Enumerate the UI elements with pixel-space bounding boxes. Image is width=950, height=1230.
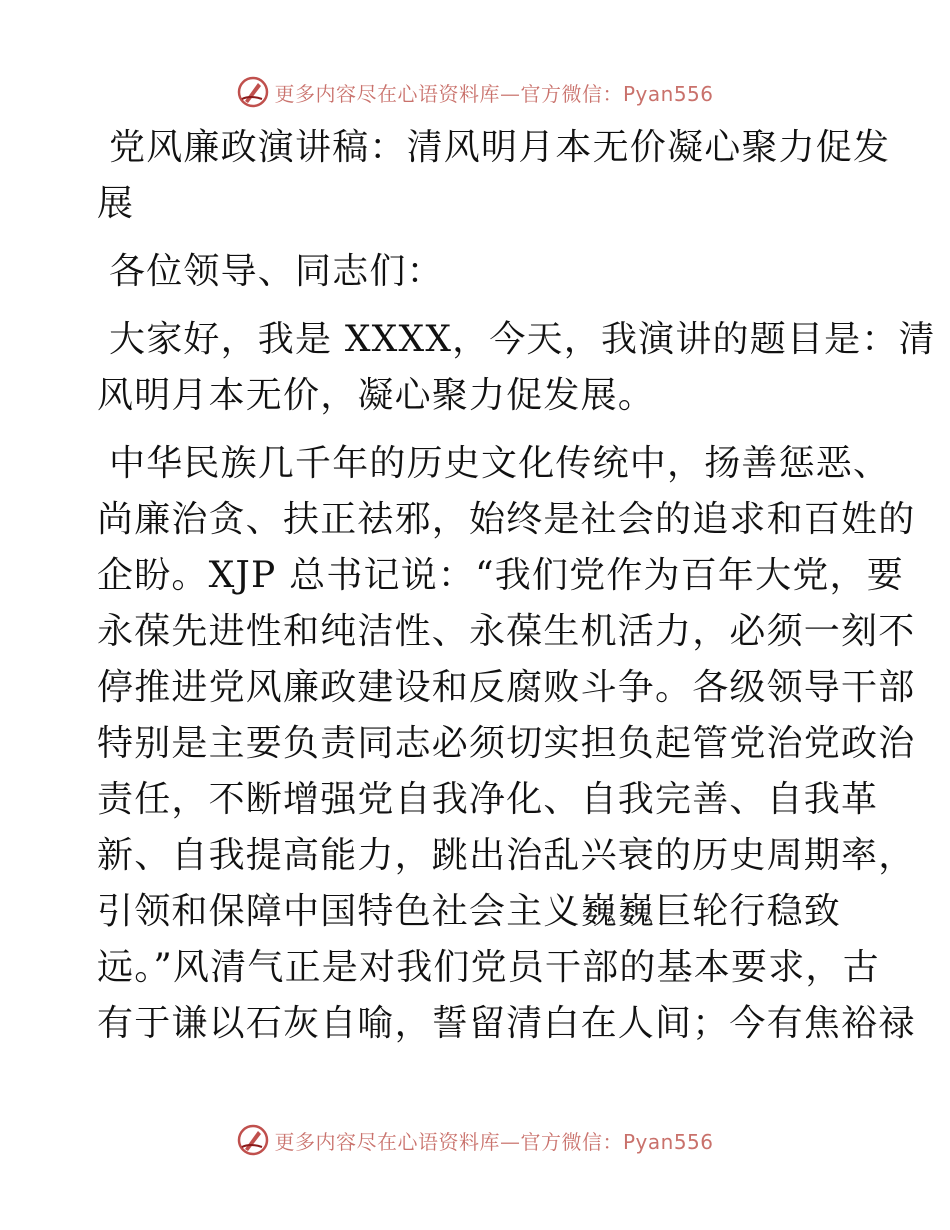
title-line-1: 党风廉政演讲稿：清风明月本无价凝心聚力促发 bbox=[109, 127, 891, 168]
paragraph-line: 有于谦以石灰自喻，誓留清白在人间；今有焦裕禄 bbox=[97, 1003, 916, 1044]
watermark-dash: — bbox=[499, 1129, 521, 1154]
watermark-official: 官方微信： bbox=[520, 1129, 623, 1154]
title-line-2: 展 bbox=[97, 183, 135, 224]
watermark-text bbox=[274, 78, 713, 107]
paragraph-line: 企盼。XJP 总书记说：“我们党作为百年大党，要 bbox=[97, 555, 904, 596]
watermark-dash: — bbox=[499, 81, 521, 106]
paragraph-line: 中华民族几千年的历史文化传统中，扬善惩恶、 bbox=[109, 443, 891, 484]
paragraph-line: 引领和保障中国特色社会主义巍巍巨轮行稳致 bbox=[97, 891, 842, 932]
paragraph-line: 责任，不断增强党自我净化、自我完善、自我革 bbox=[97, 779, 879, 820]
watermark-id: Pyan556 bbox=[622, 81, 714, 106]
paragraph-line: 大家好，我是 XXXX，今天，我演讲的题目是：清 bbox=[109, 319, 936, 360]
quill-logo-icon bbox=[236, 1123, 270, 1157]
paragraph-line: 新、自我提高能力，跳出治乱兴衰的历史周期率， bbox=[97, 835, 916, 876]
paragraph-line: 永葆先进性和纯洁性、永葆生机活力，必须一刻不 bbox=[97, 611, 916, 652]
header-watermark bbox=[0, 72, 950, 112]
paragraph-line: 停推进党风廉政建设和反腐败斗争。各级领导干部 bbox=[97, 667, 916, 708]
paragraph-line: 风明月本无价，凝心聚力促发展。 bbox=[97, 375, 656, 416]
paragraph-line: 尚廉治贪、扶正祛邪，始终是社会的追求和百姓的 bbox=[97, 499, 916, 540]
paragraph-1 bbox=[97, 312, 936, 424]
watermark-id: Pyan556 bbox=[622, 1129, 714, 1154]
paragraph-line: 特别是主要负责同志必须切实担负起管党治党政治 bbox=[97, 723, 916, 764]
document-body bbox=[97, 120, 936, 1052]
salutation: 各位领导、同志们： bbox=[109, 251, 444, 292]
quill-logo-icon bbox=[236, 75, 270, 109]
paragraph-2 bbox=[97, 436, 916, 1052]
watermark-text bbox=[274, 1126, 713, 1155]
watermark-library: 更多内容尽在心语资料库 bbox=[274, 81, 500, 106]
watermark-official: 官方微信： bbox=[520, 81, 623, 106]
paragraph-line: 远。”风清气正是对我们党员干部的基本要求，古 bbox=[97, 947, 880, 988]
footer-watermark bbox=[0, 1120, 950, 1160]
watermark-library: 更多内容尽在心语资料库 bbox=[274, 1129, 500, 1154]
